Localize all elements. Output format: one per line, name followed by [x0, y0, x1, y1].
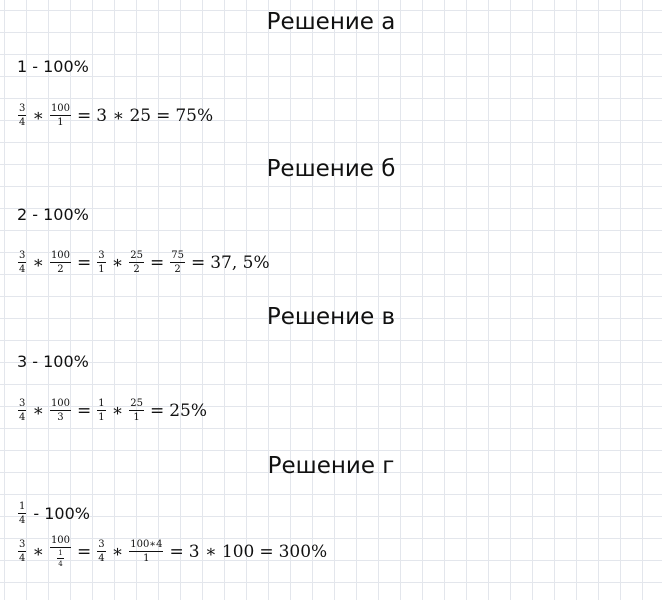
heading-solution-b: Решение б	[266, 156, 396, 182]
heading-solution-a: Решение а	[266, 9, 396, 35]
expression: 3 ∗ 100	[188, 541, 255, 562]
equals-sign: =	[77, 252, 92, 273]
result: 37, 5%	[210, 252, 270, 273]
equals-sign: =	[149, 400, 165, 421]
given-line-g	[17, 501, 90, 526]
fraction: $\frac{25}{2}$	[130, 250, 143, 275]
result: 25%	[169, 400, 207, 421]
fraction: $\frac{25}{1}$	[130, 398, 143, 423]
result: 300%	[278, 541, 328, 562]
equation-g	[17, 535, 327, 568]
fraction: $\frac{3}{4}$	[19, 398, 26, 423]
fraction: $\frac{75}{2}$	[171, 250, 184, 275]
equation-a	[17, 103, 213, 128]
times-sign: ∗	[32, 105, 44, 126]
heading-solution-v: Решение в	[266, 304, 396, 330]
fraction: $\frac{100}{2}$	[50, 250, 71, 275]
equals-sign: =	[77, 105, 92, 126]
equals-sign: =	[169, 541, 184, 562]
given-line-b: 2 - 100%	[17, 205, 89, 224]
fraction: $\frac{100}{1}$	[50, 103, 71, 128]
equals-sign: =	[77, 541, 92, 562]
fraction: $\frac{3}{1}$	[98, 250, 105, 275]
fraction: $\frac{100∗4}{1}$	[130, 539, 163, 564]
times-sign: ∗	[111, 400, 124, 421]
times-sign: ∗	[32, 541, 44, 562]
heading-solution-g: Решение г	[267, 453, 395, 479]
given-line-v: 3 - 100%	[17, 352, 89, 371]
equation-b	[17, 250, 270, 275]
fraction: $\frac{3}{4}$	[19, 103, 26, 128]
times-sign: ∗	[32, 400, 44, 421]
equals-sign: =	[77, 400, 92, 421]
times-sign: ∗	[111, 541, 124, 562]
result: 75%	[175, 105, 214, 126]
fraction: $\frac{3}{4}$	[19, 250, 26, 275]
fraction: $\frac{1}{4}$	[19, 501, 26, 526]
complex-fraction: $\frac{100}{\frac{1}{4}}$	[50, 535, 71, 568]
fraction: $\frac{1}{1}$	[98, 398, 105, 423]
given-line-a: 1 - 100%	[17, 57, 89, 76]
expression: 3 ∗ 25	[96, 105, 152, 126]
equation-v	[17, 398, 207, 423]
given-rest: - 100%	[33, 504, 90, 523]
equals-sign: =	[259, 541, 274, 562]
equals-sign: =	[149, 252, 165, 273]
nested-fraction: $\frac{1}{4}$	[58, 549, 63, 568]
fraction: $\frac{3}{4}$	[98, 539, 105, 564]
times-sign: ∗	[32, 252, 44, 273]
equals-sign: =	[190, 252, 206, 273]
fraction: $\frac{100}{3}$	[50, 398, 71, 423]
times-sign: ∗	[111, 252, 124, 273]
fraction: $\frac{3}{4}$	[19, 539, 26, 564]
equals-sign: =	[156, 105, 171, 126]
